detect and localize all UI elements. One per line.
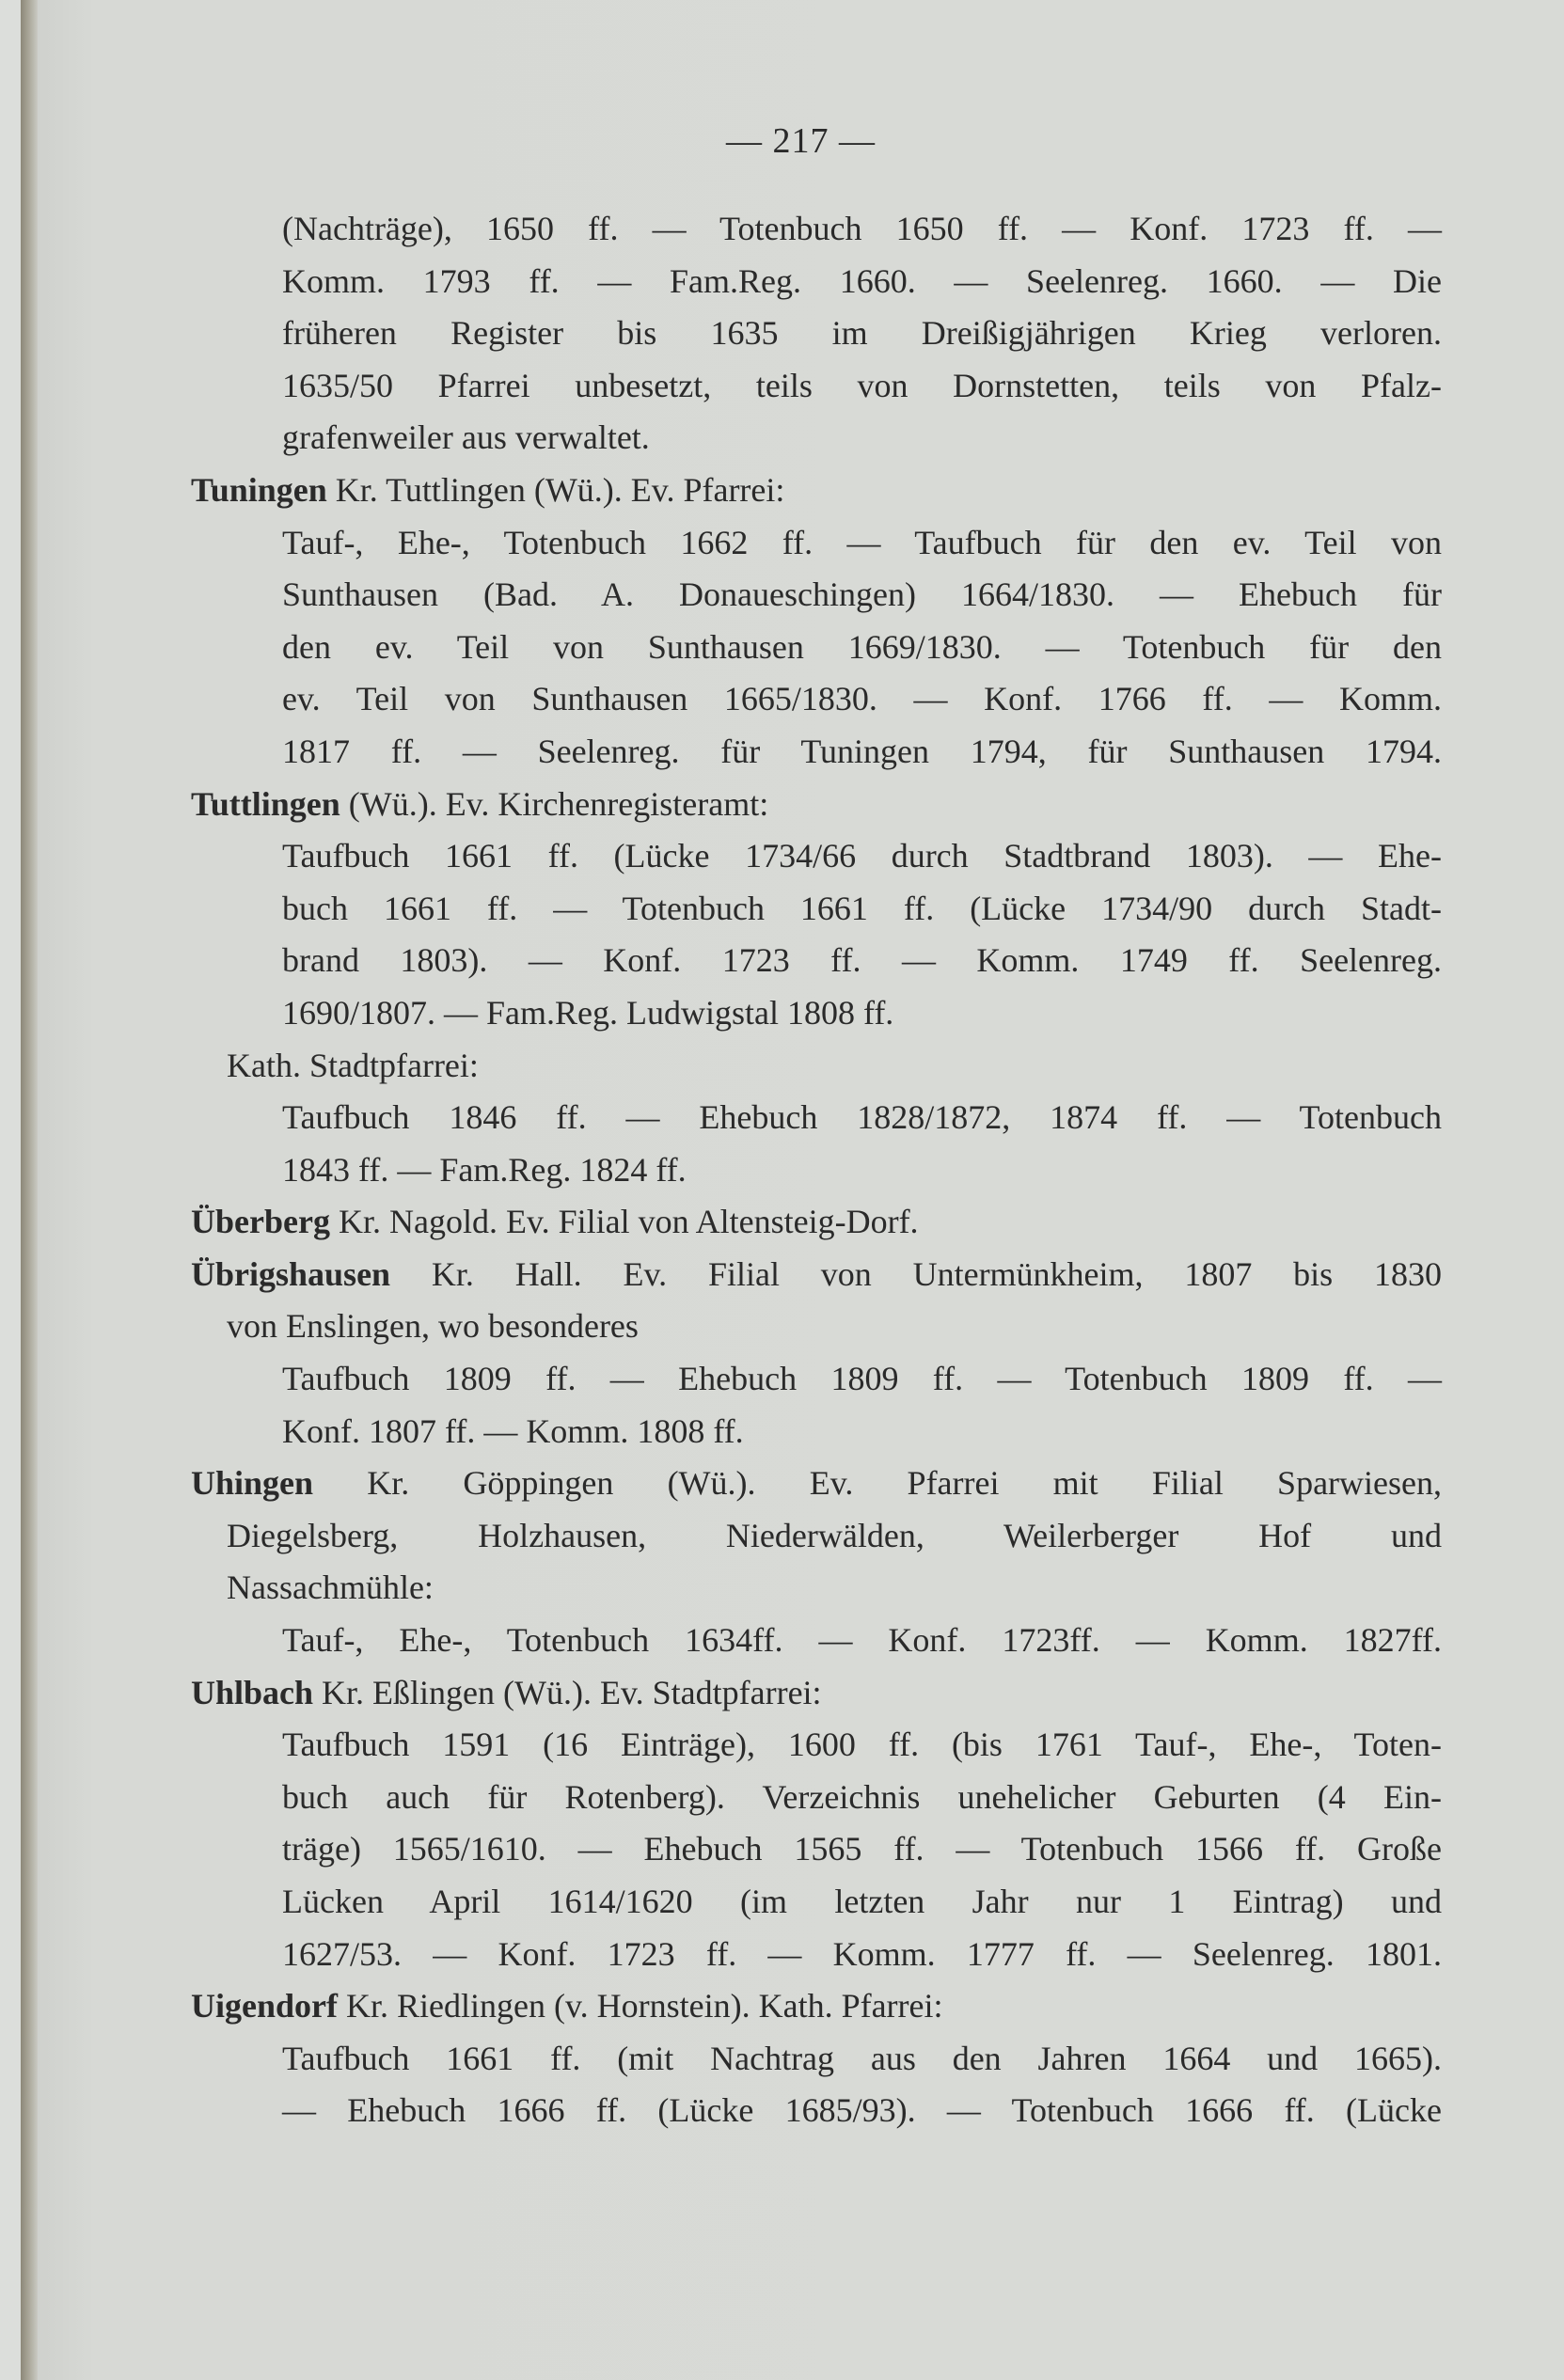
line-text: buch 1661 ff. — Totenbuch 1661 ff. (Lücke 1734/90 durch Stadt-	[282, 889, 1442, 927]
line-text: (Nachträge), 1650 ff. — Totenbuch 1650 ff. — Konf. 1723 ff. —	[282, 210, 1442, 247]
line-text: Kr. Göppingen (Wü.). Ev. Pfarrei mit Filial Sparwiesen,	[313, 1464, 1442, 1503]
place-name: Tuningen	[191, 470, 327, 509]
line-text: Kr. Tuttlingen (Wü.). Ev. Pfarrei:	[326, 470, 785, 509]
scan-margin	[0, 0, 21, 2380]
line-text: Taufbuch 1591 (16 Einträge), 1600 ff. (bis 1761 Tauf-, Ehe-, Toten-	[282, 1726, 1442, 1764]
entry-detail-line	[191, 2033, 1442, 2086]
entry-subheading-line	[191, 1300, 1442, 1353]
entry-heading-line	[191, 779, 1442, 831]
line-text: Konf. 1807 ff. — Komm. 1808 ff.	[282, 1411, 744, 1450]
line-text: früheren Register bis 1635 im Dreißigjährigen Krieg verloren.	[282, 314, 1442, 353]
line-text: von Enslingen, wo besonderes	[227, 1307, 639, 1346]
entry-detail-line	[191, 412, 1442, 465]
entry-detail-line	[191, 1876, 1442, 1929]
entry-detail-line	[191, 622, 1442, 674]
entry-detail-line	[191, 2085, 1442, 2137]
line-text: Kr. Riedlingen (v. Hornstein). Kath. Pfarrei:	[338, 1987, 943, 2025]
line-text: buch auch für Rotenberg). Verzeichnis unehelicher Geburten (4 Ein-	[282, 1777, 1442, 1816]
entry-detail-line	[191, 256, 1442, 308]
line-text: den ev. Teil von Sunthausen 1669/1830. — Totenbuch für den	[282, 627, 1442, 666]
entry-detail-line	[191, 1353, 1442, 1406]
entry-subheading-line	[191, 1510, 1442, 1563]
entry-detail-line	[191, 1144, 1442, 1197]
place-name: Tuttlingen	[191, 784, 340, 823]
line-text: 1635/50 Pfarrei unbesetzt, teils von Dornstetten, teils von Pfalz-	[282, 366, 1442, 404]
entry-detail-line	[191, 1092, 1442, 1144]
entry-subheading-line	[191, 1562, 1442, 1615]
entry-detail-line	[191, 1772, 1442, 1824]
entry-detail-line	[191, 1615, 1442, 1667]
line-text: Tauf-, Ehe-, Totenbuch 1634ff. — Konf. 1723ff. — Komm. 1827ff.	[282, 1621, 1442, 1660]
book-page	[38, 0, 1564, 2380]
entry-detail-line	[191, 883, 1442, 936]
line-text: Sunthausen (Bad. A. Donaueschingen) 1664/1830. — Ehebuch für	[282, 575, 1442, 614]
line-text: Taufbuch 1846 ff. — Ehebuch 1828/1872, 1874 ff. — Totenbuch	[282, 1098, 1442, 1137]
place-name: Uhingen	[191, 1464, 314, 1503]
line-text: Tauf-, Ehe-, Totenbuch 1662 ff. — Taufbuch für den ev. Teil von	[282, 523, 1442, 561]
line-text: Kr. Nagold. Ev. Filial von Altensteig-Dorf.	[329, 1203, 919, 1241]
line-text: 1690/1807. — Fam.Reg. Ludwigstal 1808 ff.	[282, 993, 894, 1032]
line-text: — Ehebuch 1666 ff. (Lücke 1685/93). — Totenbuch 1666 ff. (Lücke	[282, 2091, 1442, 2130]
register-entries	[191, 203, 1442, 2137]
entry-detail-line	[191, 307, 1442, 360]
entry-heading-line	[191, 1980, 1442, 2033]
line-text: brand 1803). — Konf. 1723 ff. — Komm. 1749 ff. Seelenreg.	[282, 941, 1442, 980]
entry-detail-line	[191, 517, 1442, 570]
line-text: (Wü.). Ev. Kirchenregisteramt:	[340, 784, 769, 823]
entry-detail-line	[191, 673, 1442, 726]
line-text: Kr. Eßlingen (Wü.). Ev. Stadtpfarrei:	[313, 1673, 822, 1711]
place-name: Übrigshausen	[191, 1254, 391, 1293]
line-text: Komm. 1793 ff. — Fam.Reg. 1660. — Seelenreg. 1660. — Die	[282, 261, 1442, 300]
line-text: Taufbuch 1809 ff. — Ehebuch 1809 ff. — Totenbuch 1809 ff. —	[282, 1360, 1442, 1398]
entry-subheading-line	[191, 1040, 1442, 1093]
line-text: Taufbuch 1661 ff. (mit Nachtrag aus den Jahren 1664 und 1665).	[282, 2039, 1442, 2077]
entry-detail-line	[191, 987, 1442, 1040]
entry-heading-line	[191, 1458, 1442, 1510]
entry-detail-line	[191, 1719, 1442, 1772]
place-name: Uigendorf	[191, 1987, 338, 2025]
line-text: Lücken April 1614/1620 (im letzten Jahr nur 1 Eintrag) und	[282, 1883, 1442, 1920]
entry-detail-line	[191, 569, 1442, 622]
line-text: grafenweiler aus verwaltet.	[282, 418, 650, 457]
entry-heading-line	[191, 1667, 1442, 1720]
entry-heading-line	[191, 1249, 1442, 1301]
line-text: ev. Teil von Sunthausen 1665/1830. — Konf. 1766 ff. — Komm.	[282, 680, 1442, 718]
entry-heading-line	[191, 1196, 1442, 1249]
line-text: Taufbuch 1661 ff. (Lücke 1734/66 durch Stadtbrand 1803). — Ehe-	[282, 837, 1442, 875]
line-text: Diegelsberg, Holzhausen, Niederwälden, Weilerberger Hof und	[227, 1516, 1442, 1554]
line-text: Kr. Hall. Ev. Filial von Untermünkheim, 1807 bis 1830	[390, 1254, 1442, 1293]
entry-detail-line	[191, 1406, 1442, 1458]
entry-detail-line	[191, 1823, 1442, 1876]
entry-heading-line	[191, 465, 1442, 517]
line-text: 1843 ff. — Fam.Reg. 1824 ff.	[282, 1150, 687, 1189]
entry-detail-line	[191, 203, 1442, 256]
entry-detail-line	[191, 1929, 1442, 1981]
line-text: träge) 1565/1610. — Ehebuch 1565 ff. — Totenbuch 1566 ff. Große	[282, 1830, 1442, 1868]
line-text: 1817 ff. — Seelenreg. für Tuningen 1794, für Sunthausen 1794.	[282, 732, 1442, 770]
place-name: Überberg	[191, 1203, 330, 1241]
entry-detail-line	[191, 726, 1442, 779]
entry-detail-line	[191, 360, 1442, 413]
entry-detail-line	[191, 935, 1442, 987]
entry-detail-line	[191, 830, 1442, 883]
page-number: — 217 —	[726, 121, 876, 161]
line-text: Kath. Stadtpfarrei:	[227, 1046, 479, 1084]
place-name: Uhlbach	[191, 1673, 314, 1711]
line-text: Nassachmühle:	[227, 1568, 434, 1607]
book-binding-edge	[21, 0, 38, 2380]
line-text: 1627/53. — Konf. 1723 ff. — Komm. 1777 ff. — Seelenreg. 1801.	[282, 1934, 1442, 1973]
